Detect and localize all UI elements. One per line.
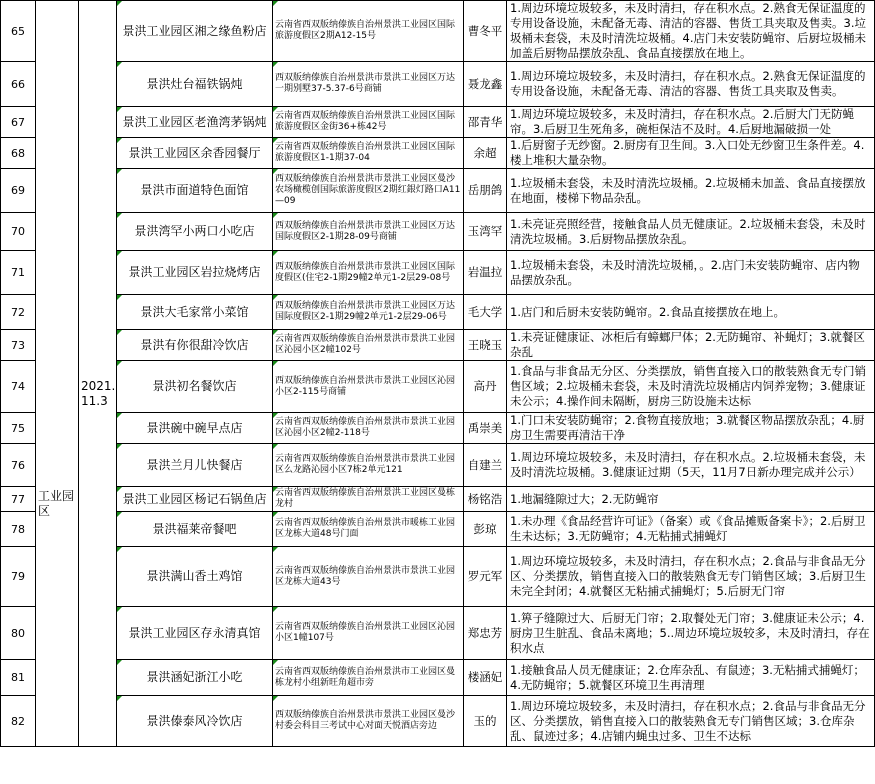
- issues-cell: 1.接触食品人员无健康证；2.仓库杂乱、有鼠迹；3.无粘捕式捕蝇灯；4.无防蝇帘；5.就餐区环境卫生再清理: [507, 660, 875, 696]
- responsible-person-cell: 罗元军: [464, 547, 507, 607]
- row-number-cell: 67: [1, 107, 36, 138]
- address-cell: 西双版纳傣族自治州景洪市景洪工业园区万达国际度假区2-1期28-09号商铺: [273, 213, 464, 251]
- responsible-person-cell: 彭琼: [464, 512, 507, 547]
- issues-cell: 1.箅子缝隙过大、后厨无门帘；2.取餐处无门帘；3.健康证未公示；4.厨房卫生脏乱、食品未离地；5..周边环境垃圾较多，未及时清扫，存在积水点: [507, 607, 875, 660]
- issues-cell: 1.地漏缝隙过大；2.无防蝇帘: [507, 487, 875, 512]
- responsible-person-cell: 楼涵妃: [464, 660, 507, 696]
- responsible-person-cell: 余超: [464, 138, 507, 169]
- shop-name-cell: 景洪市面道特色面馆: [117, 169, 273, 213]
- shop-name-cell: 景洪工业园区存永清真馆: [117, 607, 273, 660]
- shop-name-cell: 景洪傣泰风冷饮店: [117, 696, 273, 747]
- shop-name-cell: 景洪工业园区湘之缘鱼粉店: [117, 1, 273, 62]
- table-row[interactable]: [1, 251, 875, 295]
- address-cell: 云南省西双版纳傣族自治州景洪工业园区曼栋龙村: [273, 487, 464, 512]
- address-cell: 云南省西双版纳傣族自治州景洪工业园区国际旅游度假区1-1期37-04: [273, 138, 464, 169]
- issues-cell: 1.未办理《食品经营许可证》（备案）或《食品摊贩备案卡》；2.后厨卫生未达标；3.无防蝇帘；4.无粘捕式捕蝇灯: [507, 512, 875, 547]
- table-row[interactable]: [1, 330, 875, 361]
- issues-cell: 1.周边环境垃圾较多，未及时清扫，存在积水点。2.熟食无保证温度的专用设备设施，未配备无毒、清洁的容器、售货工具夹取及售卖。3.垃圾桶未套袋，未及时清洗垃圾桶。4.店门未安装防蝇帘、后厨垃圾桶未加盖后厨物品摆放杂乱、食品直接摆放在地上。: [507, 1, 875, 62]
- issues-cell: 1.未亮证亮照经营，接触食品人员无健康证。2.垃圾桶未套袋，未及时清洗垃圾桶。3.后厨物品摆放杂乱。: [507, 213, 875, 251]
- responsible-person-cell: 岳朋鸽: [464, 169, 507, 213]
- issues-cell: 1.周边环境垃圾较多，未及时清扫，存在积水点。2.后厨大门无防蝇帘。3.后厨卫生死角多，碗柜保洁不及时。4.后厨地漏破损一处: [507, 107, 875, 138]
- address-cell: 西双版纳傣族自治州景洪市景洪工业园区国际度假区(住宅2-1期29幢2单元1-2层29-08号: [273, 251, 464, 295]
- address-cell: 云南省西双版纳傣族自治州景洪市工业园区曼栋龙村小组新旺角超市旁: [273, 660, 464, 696]
- address-cell: 西双版纳傣族自治州景洪市景洪工业园区曼沙村委会科目三考试中心对面天悦酒店旁边: [273, 696, 464, 747]
- row-number-cell: 82: [1, 696, 36, 747]
- responsible-person-cell: 毛大学: [464, 295, 507, 330]
- row-number-cell: 70: [1, 213, 36, 251]
- address-cell: 云南省西双版纳傣族自治州景洪市景洪工业园区么龙路沁园小区7栋2单元121: [273, 444, 464, 487]
- shop-name-cell: 景洪湾罕小两口小吃店: [117, 213, 273, 251]
- table-row[interactable]: [1, 62, 875, 107]
- shop-name-cell: 景洪有你很甜冷饮店: [117, 330, 273, 361]
- table-row[interactable]: [1, 444, 875, 487]
- shop-name-cell: 景洪兰月儿快餐店: [117, 444, 273, 487]
- table-row[interactable]: [1, 660, 875, 696]
- area-cell: 工业园区: [36, 1, 79, 747]
- address-cell: 云南省西双版纳傣族自治州景洪市景洪工业园区沁园小区2幢102号: [273, 330, 464, 361]
- shop-name-cell: 景洪工业园区岩拉烧烤店: [117, 251, 273, 295]
- issues-cell: 1.食品与非食品无分区、分类摆放，销售直接入口的散装熟食无专门销售区域；2.垃圾桶未套袋，未及时清洗垃圾桶店内饲养宠物；3.健康证未公示；4.操作间未隔断，厨房三防设施未达标: [507, 361, 875, 413]
- inspection-date-cell: 2021. 11.3: [79, 1, 117, 747]
- shop-name-cell: 景洪满山香土鸡馆: [117, 547, 273, 607]
- responsible-person-cell: 郑忠芳: [464, 607, 507, 660]
- address-cell: 云南省西双版纳傣族自治州景洪市暖栋工业园区龙栋大道48号门面: [273, 512, 464, 547]
- row-number-cell: 78: [1, 512, 36, 547]
- row-number-cell: 79: [1, 547, 36, 607]
- table-row[interactable]: [1, 413, 875, 444]
- row-number-cell: 69: [1, 169, 36, 213]
- row-number-cell: 72: [1, 295, 36, 330]
- issues-cell: 1.周边环境垃圾较多，未及时清扫，存在积水点；2.食品与非食品无分区、分类摆放，销售直接入口的散装熟食无专门销售区域；3.仓库杂乱、鼠迹过多；4.店铺内蝇虫过多、卫生不达标: [507, 696, 875, 747]
- responsible-person-cell: 禹崇美: [464, 413, 507, 444]
- row-number-cell: 76: [1, 444, 36, 487]
- address-cell: 西双版纳傣族自治州景洪市景洪工业园区沁园小区2-115号商铺: [273, 361, 464, 413]
- row-number-cell: 75: [1, 413, 36, 444]
- shop-name-cell: 景洪初名餐饮店: [117, 361, 273, 413]
- shop-name-cell: 景洪工业园区余香园餐厅: [117, 138, 273, 169]
- table-row[interactable]: [1, 361, 875, 413]
- table-row[interactable]: [1, 512, 875, 547]
- address-cell: 西双版纳傣族自治州景洪市景洪工业园区万达国际度假区2-1期29幢2单元1-2层29-06号: [273, 295, 464, 330]
- table-row[interactable]: [1, 547, 875, 607]
- address-cell: 云南省西双版纳傣族自治州景洪工业园区沁园小区1幢107号: [273, 607, 464, 660]
- row-number-cell: 66: [1, 62, 36, 107]
- table-row[interactable]: [1, 295, 875, 330]
- responsible-person-cell: 自建兰: [464, 444, 507, 487]
- row-number-cell: 68: [1, 138, 36, 169]
- responsible-person-cell: 王晓玉: [464, 330, 507, 361]
- table-row[interactable]: [1, 696, 875, 747]
- address-cell: 云南省西双版纳傣族自治州景洪市景洪工业园区沁园小区2幢2-118号: [273, 413, 464, 444]
- shop-name-cell: 景洪工业园区老渔湾茅锅炖: [117, 107, 273, 138]
- address-cell: 西双版纳傣族自治州景洪市景洪工业园区万达一期别墅37-5.37-6号商铺: [273, 62, 464, 107]
- issues-cell: 1.垃圾桶未套袋，未及时清洗垃圾桶。2.垃圾桶未加盖、食品直接摆放在地面，楼梯下物品杂乱。: [507, 169, 875, 213]
- table-row[interactable]: [1, 107, 875, 138]
- shop-name-cell: 景洪大毛家常小菜馆: [117, 295, 273, 330]
- issues-cell: 1.未亮证健康证、冰柜后有蟑螂尸体；2.无防蝇帘、补蝇灯；3.就餐区杂乱: [507, 330, 875, 361]
- row-number-cell: 81: [1, 660, 36, 696]
- issues-cell: 1.垃圾桶未套袋，未及时清洗垃圾桶，。2.店门未安装防蝇帘、店内物品摆放杂乱。: [507, 251, 875, 295]
- row-number-cell: 74: [1, 361, 36, 413]
- responsible-person-cell: 曹冬平: [464, 1, 507, 62]
- address-cell: 云南省西双版纳傣族自治州景洪工业园区国际旅游度假区2期A12-15号: [273, 1, 464, 62]
- issues-cell: 1.门口未安装防蝇帘；2.食物直接放地；3.就餐区物品摆放杂乱；4.厨房卫生需要再清洁干净: [507, 413, 875, 444]
- issues-cell: 1.周边环境垃圾较多，未及时清扫，存在积水点。2.熟食无保证温度的专用设备设施，未配备无毒、清洁的容器、售货工具夹取及售卖。: [507, 62, 875, 107]
- table-row[interactable]: [1, 487, 875, 512]
- responsible-person-cell: 杨铭浩: [464, 487, 507, 512]
- shop-name-cell: 景洪碗中碗早点店: [117, 413, 273, 444]
- shop-name-cell: 景洪工业园区杨记石锅鱼店: [117, 487, 273, 512]
- responsible-person-cell: 邵青华: [464, 107, 507, 138]
- address-cell: 西双版纳傣族自治州景洪市景洪工业园区曼沙农场橄榄创国际旅游度假区2期红銀灯路口A11—09: [273, 169, 464, 213]
- row-number-cell: 77: [1, 487, 36, 512]
- table-row[interactable]: [1, 169, 875, 213]
- issues-cell: 1.后厨窗子无纱窗。2.厨房有卫生间。3.入口处无纱窗卫生条件差。4.楼上堆积大量杂物。: [507, 138, 875, 169]
- shop-name-cell: 景洪福莱帝餐吧: [117, 512, 273, 547]
- issues-cell: 1.周边环境垃圾较多，未及时清扫，存在积水点；2.食品与非食品无分区、分类摆放，销售直接入口的散装熟食无专门销售区域；3.后厨卫生未完全封闭；4.就餐区无粘捕式捕蝇灯；5.后厨无门帘: [507, 547, 875, 607]
- responsible-person-cell: 高丹: [464, 361, 507, 413]
- table-body: [1, 1, 875, 747]
- responsible-person-cell: 玉湾罕: [464, 213, 507, 251]
- shop-name-cell: 景洪灶台福铁锅炖: [117, 62, 273, 107]
- responsible-person-cell: 聂龙鑫: [464, 62, 507, 107]
- row-number-cell: 65: [1, 1, 36, 62]
- row-number-cell: 73: [1, 330, 36, 361]
- address-cell: 云南省西双版纳傣族自治州景洪市景洪工业园区龙栋大道43号: [273, 547, 464, 607]
- responsible-person-cell: 玉的: [464, 696, 507, 747]
- address-cell: 云南省西双版纳傣族自治州景洪工业园区国际旅游度假区金街36+栋42号: [273, 107, 464, 138]
- responsible-person-cell: 岩温拉: [464, 251, 507, 295]
- row-number-cell: 71: [1, 251, 36, 295]
- issues-cell: 1.店门和后厨未安装防蝇帘。2.食品直接摆放在地上。: [507, 295, 875, 330]
- shop-name-cell: 景洪涵妃浙江小吃: [117, 660, 273, 696]
- table-row[interactable]: [1, 607, 875, 660]
- issues-cell: 1.周边环境垃圾较多，未及时清扫，存在积水点。2.垃圾桶未套袋，未及时清洗垃圾桶。3.健康证过期（5天，11月7日新办理完成并公示）: [507, 444, 875, 487]
- table-row[interactable]: [1, 213, 875, 251]
- table-row[interactable]: [1, 138, 875, 169]
- row-number-cell: 80: [1, 607, 36, 660]
- table-row[interactable]: [1, 1, 875, 62]
